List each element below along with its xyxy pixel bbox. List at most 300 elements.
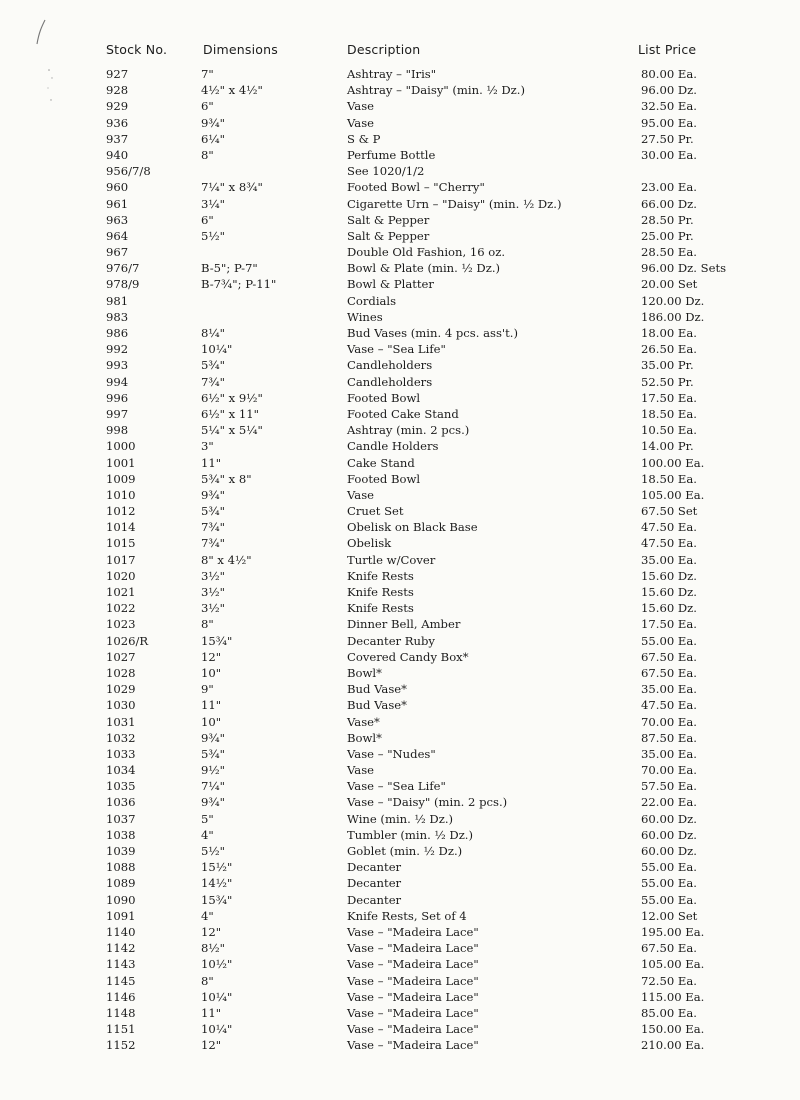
stock-number-cell: 1090 (106, 892, 136, 907)
dimensions-cell: 7" (201, 67, 214, 81)
stock-number-cell: 998 (106, 423, 129, 438)
dimensions-cell: 11" (201, 1005, 222, 1020)
table-row (0, 163, 800, 179)
table-row (0, 681, 800, 697)
list-price-cell: 67.50 Ea. (641, 649, 697, 664)
dimensions-cell: 10¼" (201, 342, 233, 357)
stock-number-cell: 1037 (106, 811, 136, 826)
dimensions-cell: 7¼" (201, 779, 225, 794)
table-row (0, 1005, 800, 1021)
table-row (0, 422, 800, 438)
stock-number-cell: 963 (106, 212, 129, 227)
list-price-cell: 15.60 Dz. (641, 601, 697, 616)
dimensions-cell: 14½" (201, 876, 233, 891)
table-row (0, 196, 800, 212)
stock-number-cell: 940 (106, 147, 129, 162)
table-row (0, 908, 800, 924)
price-table-body (0, 66, 800, 1053)
dimensions-cell: 9" (201, 682, 214, 697)
description-cell: Vase (347, 763, 375, 778)
dimensions-cell: 9¾" (201, 487, 225, 502)
table-row (0, 228, 800, 244)
list-price-cell: 15.60 Dz. (641, 568, 697, 583)
stock-number-cell: 1033 (106, 746, 136, 761)
description-cell: Cordials (347, 293, 397, 308)
list-price-cell: 20.00 Set (641, 277, 698, 292)
dimensions-cell: 5¾" x 8" (201, 471, 252, 486)
table-row (0, 293, 800, 309)
stock-number-cell: 961 (106, 196, 129, 211)
table-row (0, 1037, 800, 1053)
dimensions-cell: 10" (201, 714, 222, 729)
description-cell: Ashtray – "Daisy" (min. ½ Dz.) (347, 83, 525, 98)
description-cell: Decanter (347, 876, 402, 891)
stock-number-cell: 928 (106, 83, 129, 98)
dimensions-cell: 3¼" (201, 196, 225, 211)
list-price-cell: 55.00 Ea. (641, 892, 697, 907)
stock-number-cell: 964 (106, 228, 129, 243)
stock-number-cell: 929 (106, 99, 129, 114)
description-cell: Candleholders (347, 358, 433, 373)
description-cell: Salt & Pepper (347, 212, 430, 227)
list-price-cell: 67.50 Set (641, 504, 698, 519)
stock-number-cell: 978/9 (106, 277, 140, 292)
list-price-cell: 47.50 Ea. (641, 698, 697, 713)
table-row (0, 438, 800, 454)
dimensions-cell: 8½" (201, 941, 225, 956)
description-cell: Candleholders (347, 374, 433, 389)
stock-number-cell: 1027 (106, 649, 136, 664)
description-cell: See 1020/1/2 (347, 164, 425, 179)
list-price-cell: 55.00 Ea. (641, 860, 697, 875)
list-price-cell: 67.50 Ea. (641, 941, 697, 956)
stock-number-cell: 1014 (106, 520, 136, 535)
table-row (0, 794, 800, 810)
description-cell: Knife Rests (347, 585, 414, 599)
description-cell: Vase (347, 487, 375, 502)
list-price-cell: 14.00 Pr. (641, 439, 694, 454)
description-cell: Vase – "Madeira Lace" (347, 924, 479, 939)
list-price-cell: 32.50 Ea. (641, 99, 697, 114)
table-row (0, 115, 800, 131)
stock-number-cell: 960 (106, 180, 129, 195)
table-row (0, 552, 800, 568)
list-price-cell: 96.00 Dz. (641, 83, 697, 98)
description-cell: Double Old Fashion, 16 oz. (347, 245, 506, 260)
description-cell: Cruet Set (347, 504, 404, 519)
table-row (0, 697, 800, 713)
table-row (0, 535, 800, 551)
stock-number-cell: 927 (106, 67, 129, 81)
list-price-cell: 18.50 Ea. (641, 471, 697, 486)
table-row (0, 568, 800, 584)
dimensions-cell: 5" (201, 811, 214, 826)
header-dimensions: Dimensions (203, 42, 278, 57)
table-row (0, 487, 800, 503)
stock-number-cell: 1035 (106, 779, 136, 794)
description-cell: Wine (min. ½ Dz.) (347, 811, 454, 826)
table-row (0, 843, 800, 859)
dimensions-cell: 3½" (201, 585, 225, 599)
stock-number-cell: 1001 (106, 455, 136, 470)
list-price-cell: 105.00 Ea. (641, 487, 705, 502)
list-price-cell: 105.00 Ea. (641, 957, 705, 972)
description-cell: Turtle w/Cover (347, 552, 436, 567)
table-row (0, 131, 800, 147)
description-cell: Knife Rests (347, 601, 414, 616)
list-price-cell: 60.00 Dz. (641, 844, 697, 858)
dimensions-cell: 12" (201, 924, 222, 939)
description-cell: Bowl & Platter (347, 277, 434, 292)
stock-number-cell: 1142 (106, 941, 136, 956)
description-cell: Vase (347, 99, 375, 114)
table-row (0, 811, 800, 827)
list-price-cell: 60.00 Dz. (641, 827, 697, 842)
header-stock-no: Stock No. (106, 42, 168, 57)
stock-number-cell: 1017 (106, 552, 136, 567)
stock-number-cell: 1148 (106, 1005, 136, 1020)
stock-number-cell: 976/7 (106, 261, 140, 276)
dimensions-cell: 7¾" (201, 520, 225, 535)
description-cell: Decanter (347, 892, 402, 907)
table-row (0, 98, 800, 114)
description-cell: Vase – "Madeira Lace" (347, 989, 479, 1004)
table-row (0, 179, 800, 195)
dimensions-cell: 6½" x 11" (201, 406, 259, 421)
stock-number-cell: 1028 (106, 665, 136, 680)
list-price-cell: 35.00 Ea. (641, 682, 697, 697)
dimensions-cell: 7¼" x 8¾" (201, 180, 263, 195)
stock-number-cell: 1034 (106, 763, 136, 778)
description-cell: Covered Candy Box* (347, 649, 469, 664)
stock-number-cell: 994 (106, 374, 129, 389)
stock-number-cell: 956/7/8 (106, 164, 151, 179)
dimensions-cell: 10¼" (201, 1022, 233, 1037)
list-price-cell: 18.00 Ea. (641, 326, 697, 340)
dimensions-cell: 5½" (201, 844, 225, 858)
list-price-cell: 55.00 Ea. (641, 876, 697, 891)
dimensions-cell: B-5"; P-7" (201, 261, 258, 276)
table-row (0, 956, 800, 972)
dimensions-cell: 5¾" (201, 358, 225, 373)
stock-number-cell: 1023 (106, 617, 136, 632)
table-row (0, 519, 800, 535)
stock-number-cell: 1039 (106, 844, 136, 858)
list-price-cell: 55.00 Ea. (641, 633, 697, 648)
stock-number-cell: 936 (106, 115, 129, 130)
description-cell: Bud Vase* (347, 682, 407, 697)
stock-number-cell: 1030 (106, 698, 136, 713)
table-row (0, 471, 800, 487)
list-price-cell: 12.00 Set (641, 908, 698, 923)
table-row (0, 406, 800, 422)
table-row (0, 584, 800, 600)
stock-number-cell: 1151 (106, 1022, 136, 1037)
stock-number-cell: 1152 (106, 1038, 136, 1053)
stock-number-cell: 1091 (106, 908, 136, 923)
stock-number-cell: 983 (106, 309, 129, 324)
table-row (0, 244, 800, 260)
dimensions-cell: 11" (201, 698, 222, 713)
dimensions-cell: 9¾" (201, 730, 225, 745)
stock-number-cell: 1021 (106, 585, 136, 599)
dimensions-cell: 9¾" (201, 115, 225, 130)
list-price-cell: 70.00 Ea. (641, 714, 697, 729)
dimensions-cell: 15½" (201, 860, 233, 875)
stock-number-cell: 1009 (106, 471, 136, 486)
table-row (0, 714, 800, 730)
description-cell: Obelisk on Black Base (347, 520, 478, 535)
table-row (0, 82, 800, 98)
description-cell: Vase – "Daisy" (min. 2 pcs.) (347, 795, 508, 810)
list-price-cell: 60.00 Dz. (641, 811, 697, 826)
table-row (0, 276, 800, 292)
dimensions-cell: 6¼" (201, 131, 225, 146)
description-cell: Vase – "Sea Life" (347, 342, 446, 357)
dimensions-cell: 6½" x 9½" (201, 390, 263, 405)
stock-number-cell: 1143 (106, 957, 136, 972)
stock-number-cell: 1146 (106, 989, 136, 1004)
list-price-cell: 25.00 Pr. (641, 228, 694, 243)
description-cell: Bowl & Plate (min. ½ Dz.) (347, 261, 501, 276)
table-row (0, 827, 800, 843)
stock-number-cell: 1012 (106, 504, 136, 519)
list-price-cell: 18.50 Ea. (641, 406, 697, 421)
table-row (0, 390, 800, 406)
list-price-cell: 67.50 Ea. (641, 665, 697, 680)
stock-number-cell: 1140 (106, 924, 136, 939)
stock-number-cell: 1032 (106, 730, 136, 745)
dimensions-cell: 7¾" (201, 374, 225, 389)
description-cell: Bowl* (347, 730, 382, 745)
dimensions-cell: 12" (201, 649, 222, 664)
table-row (0, 616, 800, 632)
list-price-cell: 10.50 Ea. (641, 423, 697, 438)
list-price-cell: 47.50 Ea. (641, 536, 697, 551)
dimensions-cell: 15¾" (201, 633, 233, 648)
list-price-cell: 35.00 Ea. (641, 746, 697, 761)
list-price-cell: 22.00 Ea. (641, 795, 697, 810)
dimensions-cell: 11" (201, 455, 222, 470)
description-cell: Vase – "Sea Life" (347, 779, 446, 794)
description-cell: Cake Stand (347, 455, 415, 470)
table-row (0, 762, 800, 778)
stock-number-cell: 937 (106, 131, 129, 146)
description-cell: Ashtray (min. 2 pcs.) (347, 423, 470, 438)
table-row (0, 633, 800, 649)
list-price-cell: 66.00 Dz. (641, 196, 697, 211)
list-price-cell: 35.00 Ea. (641, 552, 697, 567)
list-price-cell: 26.50 Ea. (641, 342, 697, 357)
description-cell: Footed Cake Stand (347, 406, 459, 421)
stock-number-cell: 996 (106, 390, 129, 405)
list-price-cell: 150.00 Ea. (641, 1022, 705, 1037)
dimensions-cell: 10½" (201, 957, 233, 972)
description-cell: Bud Vases (min. 4 pcs. ass't.) (347, 326, 518, 340)
table-row (0, 989, 800, 1005)
dimensions-cell: 6" (201, 99, 214, 114)
list-price-cell: 210.00 Ea. (641, 1038, 705, 1053)
description-cell: Salt & Pepper (347, 228, 430, 243)
list-price-cell: 96.00 Dz. Sets (641, 261, 727, 276)
table-row (0, 924, 800, 940)
description-cell: Perfume Bottle (347, 147, 436, 162)
dimensions-cell: 3½" (201, 568, 225, 583)
table-row (0, 665, 800, 681)
dimensions-cell: 4" (201, 908, 214, 923)
description-cell: Bowl* (347, 665, 382, 680)
table-row (0, 309, 800, 325)
stock-number-cell: 997 (106, 406, 129, 421)
description-cell: Footed Bowl – "Cherry" (347, 180, 485, 195)
list-price-cell: 27.50 Pr. (641, 131, 694, 146)
stock-number-cell: 1031 (106, 714, 136, 729)
list-price-cell: 15.60 Dz. (641, 585, 697, 599)
description-cell: Decanter (347, 860, 402, 875)
stock-number-cell: 986 (106, 326, 129, 340)
list-price-cell: 30.00 Ea. (641, 147, 697, 162)
list-price-cell: 28.50 Ea. (641, 245, 697, 260)
table-row (0, 600, 800, 616)
table-row (0, 973, 800, 989)
table-row (0, 455, 800, 471)
description-cell: Vase – "Madeira Lace" (347, 1038, 479, 1053)
dimensions-cell: 3½" (201, 601, 225, 616)
dimensions-cell: 5½" (201, 228, 225, 243)
list-price-cell: 70.00 Ea. (641, 763, 697, 778)
stock-number-cell: 992 (106, 342, 129, 357)
list-price-cell: 57.50 Ea. (641, 779, 697, 794)
table-row (0, 503, 800, 519)
stock-number-cell: 993 (106, 358, 129, 373)
list-price-cell: 47.50 Ea. (641, 520, 697, 535)
table-row (0, 859, 800, 875)
description-cell: Goblet (min. ½ Dz.) (347, 844, 463, 858)
dimensions-cell: 5¾" (201, 504, 225, 519)
dimensions-cell: 4" (201, 827, 214, 842)
description-cell: Vase – "Nudes" (347, 746, 436, 761)
header-list-price: List Price (638, 42, 697, 57)
description-cell: Vase – "Madeira Lace" (347, 1022, 479, 1037)
dimensions-cell: 9½" (201, 763, 225, 778)
table-row (0, 875, 800, 891)
description-cell: Tumbler (min. ½ Dz.) (347, 827, 474, 842)
list-price-cell: 28.50 Pr. (641, 212, 694, 227)
list-price-cell: 95.00 Ea. (641, 115, 697, 130)
list-price-cell: 17.50 Ea. (641, 617, 697, 632)
stock-number-cell: 1026/R (106, 633, 149, 648)
description-cell: Footed Bowl (347, 390, 421, 405)
dimensions-cell: 5¾" (201, 746, 225, 761)
header-description: Description (347, 42, 421, 57)
stock-number-cell: 1036 (106, 795, 136, 810)
stock-number-cell: 981 (106, 293, 129, 308)
dimensions-cell: 8¼" (201, 326, 225, 340)
description-cell: Candle Holders (347, 439, 439, 454)
table-row (0, 374, 800, 390)
description-cell: Bud Vase* (347, 698, 407, 713)
list-price-cell: 100.00 Ea. (641, 455, 705, 470)
stock-number-cell: 1029 (106, 682, 136, 697)
dimensions-cell: 9¾" (201, 795, 225, 810)
dimensions-cell: 3" (201, 439, 214, 454)
stock-number-cell: 1020 (106, 568, 136, 583)
dimensions-cell: 4½" x 4½" (201, 83, 263, 98)
table-header (0, 42, 800, 58)
description-cell: Footed Bowl (347, 471, 421, 486)
dimensions-cell: 6" (201, 212, 214, 227)
list-price-cell: 35.00 Pr. (641, 358, 694, 373)
description-cell: Vase (347, 115, 375, 130)
description-cell: Ashtray – "Iris" (347, 67, 437, 81)
description-cell: Obelisk (347, 536, 392, 551)
table-row (0, 147, 800, 163)
description-cell: Wines (347, 309, 383, 324)
table-row (0, 746, 800, 762)
table-row (0, 260, 800, 276)
list-price-cell: 23.00 Ea. (641, 180, 697, 195)
dimensions-cell: B-7¾"; P-11" (201, 277, 277, 292)
description-cell: Vase – "Madeira Lace" (347, 941, 479, 956)
stock-number-cell: 1000 (106, 439, 136, 454)
description-cell: Vase – "Madeira Lace" (347, 1005, 479, 1020)
description-cell: Dinner Bell, Amber (347, 617, 461, 632)
table-row (0, 66, 800, 82)
list-price-cell: 72.50 Ea. (641, 973, 697, 988)
table-row (0, 325, 800, 341)
list-price-cell: 195.00 Ea. (641, 924, 705, 939)
dimensions-cell: 7¾" (201, 536, 225, 551)
description-cell: Vase – "Madeira Lace" (347, 957, 479, 972)
stock-number-cell: 967 (106, 245, 129, 260)
dimensions-cell: 5¼" x 5¼" (201, 423, 263, 438)
list-price-cell: 87.50 Ea. (641, 730, 697, 745)
table-row (0, 778, 800, 794)
list-price-cell: 115.00 Ea. (641, 989, 705, 1004)
description-cell: Vase* (347, 714, 380, 729)
list-price-cell: 120.00 Dz. (641, 293, 705, 308)
table-row (0, 357, 800, 373)
stock-number-cell: 1088 (106, 860, 136, 875)
table-row (0, 649, 800, 665)
stock-number-cell: 1015 (106, 536, 136, 551)
dimensions-cell: 8" x 4½" (201, 552, 252, 567)
dimensions-cell: 8" (201, 147, 214, 162)
dimensions-cell: 10" (201, 665, 222, 680)
table-row (0, 341, 800, 357)
description-cell: Cigarette Urn – "Daisy" (min. ½ Dz.) (347, 196, 562, 211)
stock-number-cell: 1010 (106, 487, 136, 502)
list-price-cell: 186.00 Dz. (641, 309, 705, 324)
list-price-cell: 85.00 Ea. (641, 1005, 697, 1020)
list-price-cell: 80.00 Ea. (641, 67, 697, 81)
description-cell: Knife Rests (347, 568, 414, 583)
list-price-cell: 17.50 Ea. (641, 390, 697, 405)
dimensions-cell: 8" (201, 617, 214, 632)
table-row (0, 212, 800, 228)
list-price-cell: 52.50 Pr. (641, 374, 694, 389)
table-row (0, 892, 800, 908)
table-row (0, 730, 800, 746)
stock-number-cell: 1145 (106, 973, 136, 988)
description-cell: Vase – "Madeira Lace" (347, 973, 479, 988)
stock-number-cell: 1038 (106, 827, 136, 842)
stock-number-cell: 1089 (106, 876, 136, 891)
description-cell: Decanter Ruby (347, 633, 435, 648)
dimensions-cell: 10¼" (201, 989, 233, 1004)
dimensions-cell: 15¾" (201, 892, 233, 907)
table-row (0, 1021, 800, 1037)
